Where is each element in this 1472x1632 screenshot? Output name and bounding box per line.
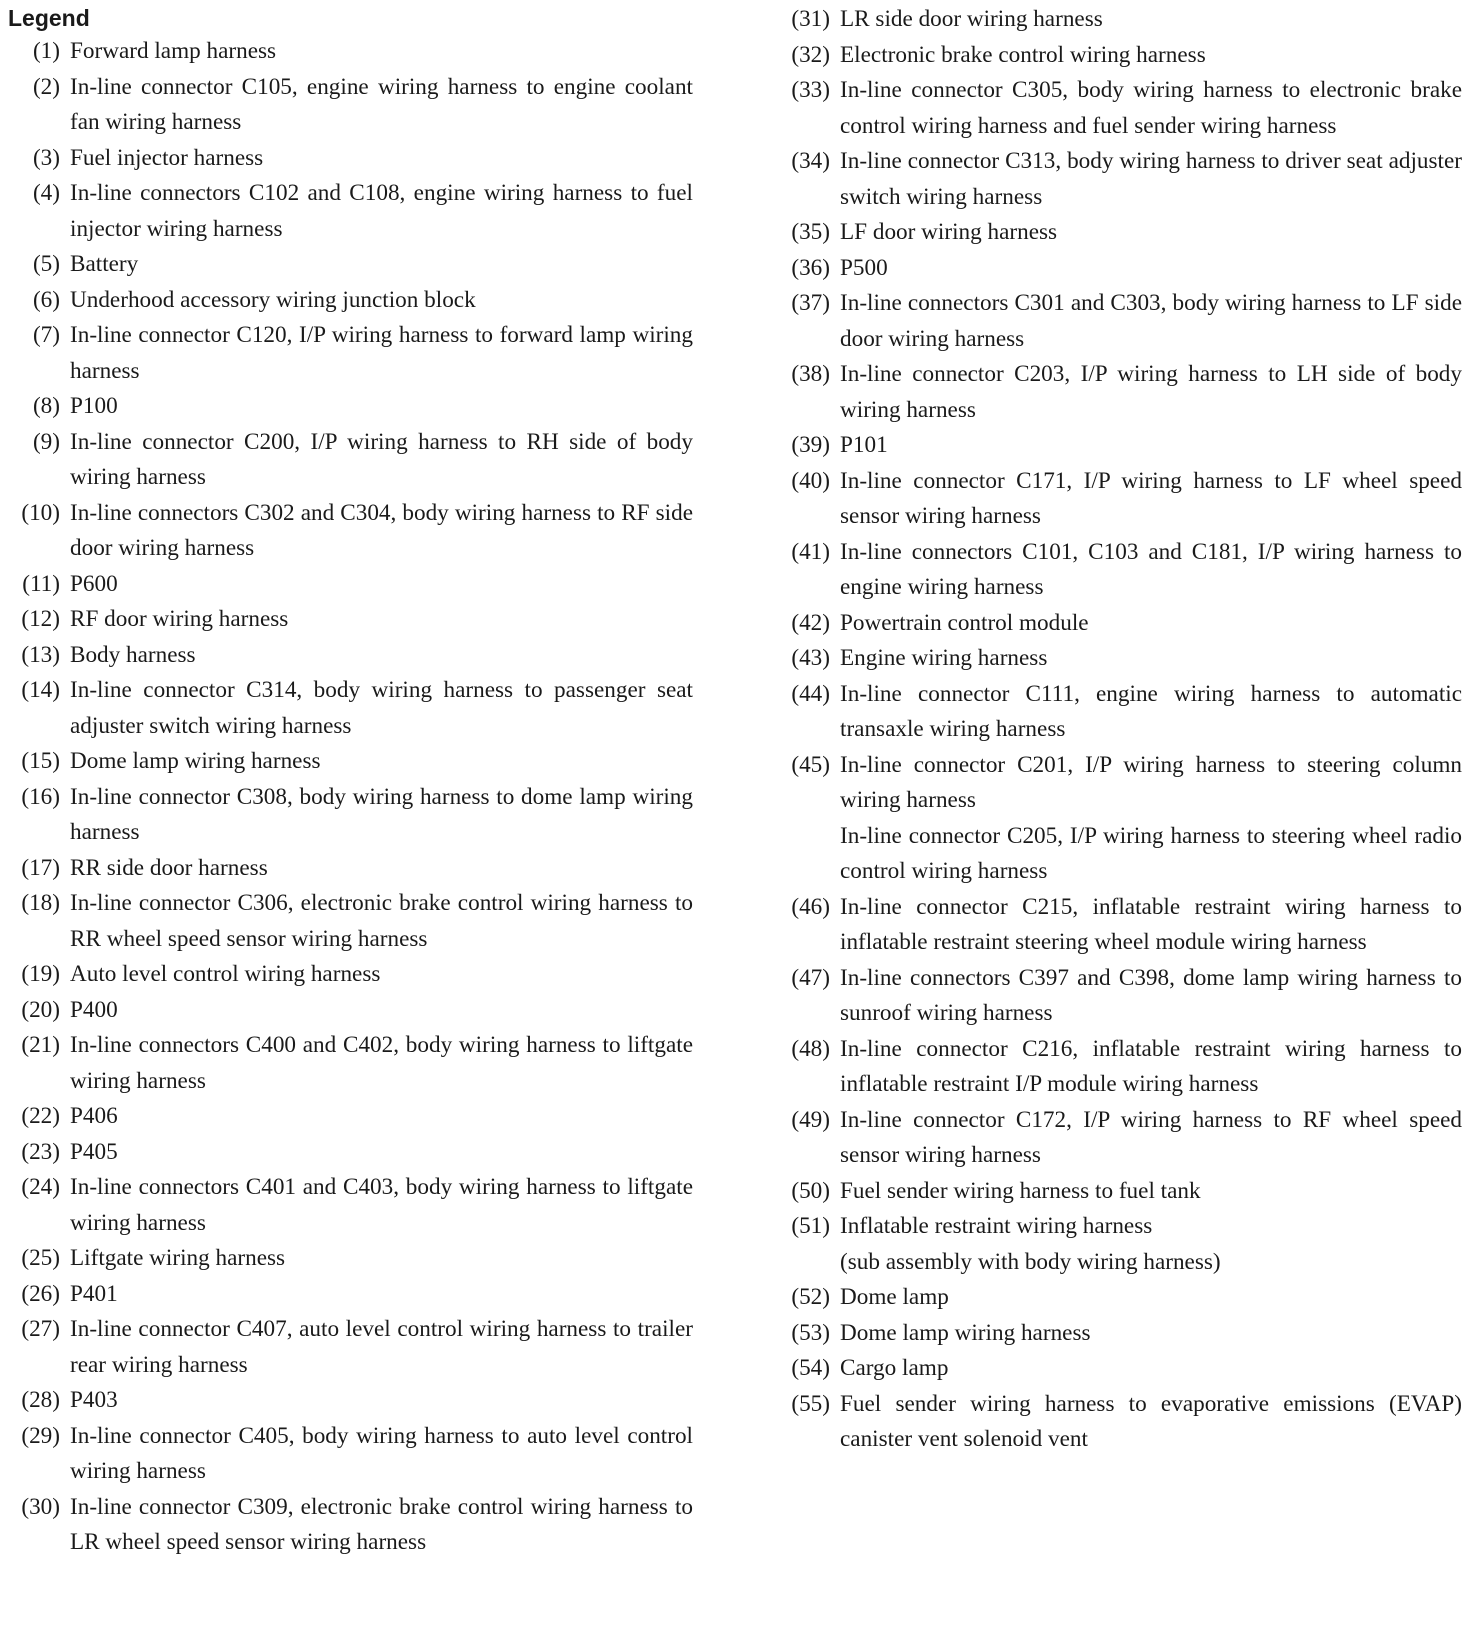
legend-item xyxy=(8,780,693,851)
legend-item-text xyxy=(70,1419,693,1490)
legend-item-description: Electronic brake control wiring harness xyxy=(840,41,1206,68)
legend-item-description: In-line connectors C302 and C304, body wiring harness to RF side door wiring harness xyxy=(70,499,693,561)
legend-item-number: (12) xyxy=(21,606,60,632)
legend-item-text xyxy=(840,73,1462,144)
legend-item-text xyxy=(70,283,693,319)
legend-item-number: (49) xyxy=(791,1106,830,1133)
legend-item-text xyxy=(70,141,693,177)
legend-item xyxy=(8,1241,693,1277)
legend-item-description: In-line connectors C102 and C108, engine wiring harness to fuel injector wiring harness xyxy=(70,180,693,242)
legend-item-description: In-line connector C203, I/P wiring harness to LH side of body wiring harness xyxy=(840,361,1462,423)
legend-item-number: (8) xyxy=(32,393,60,419)
legend-item-description: Underhood accessory wiring junction block xyxy=(70,286,476,313)
legend-item-description: P406 xyxy=(70,1103,118,1129)
legend-item-number: (32) xyxy=(791,41,830,68)
legend-item-text xyxy=(840,286,1462,357)
legend-item-description: In-line connector C171, I/P wiring harness to LF wheel speed sensor wiring harness xyxy=(840,467,1462,529)
legend-item-description: In-line connector C200, I/P wiring harness to RH side of body wiring harness xyxy=(70,428,693,490)
legend-item xyxy=(778,1174,1462,1210)
legend-item xyxy=(778,1209,1462,1280)
legend-item-text xyxy=(840,2,1462,38)
legend-item-number: (7) xyxy=(32,322,60,348)
legend-item-text xyxy=(70,496,693,567)
legend-item-text xyxy=(70,851,693,887)
legend-item xyxy=(778,38,1462,74)
legend-item-number: (52) xyxy=(791,1284,830,1310)
legend-item-text xyxy=(70,602,693,638)
legend-item xyxy=(8,141,693,177)
legend-item-text xyxy=(840,1280,1462,1316)
legend-item xyxy=(778,641,1462,677)
legend-item-text xyxy=(70,1170,693,1241)
legend-item-description: In-line connector C306, electronic brake control wiring harness to RR wheel speed sensor wiring harness xyxy=(70,890,693,952)
legend-item xyxy=(778,535,1462,606)
legend-item xyxy=(778,251,1462,287)
legend-item-description: Fuel injector harness xyxy=(70,144,264,171)
legend-item-text xyxy=(70,1312,693,1383)
legend-item-number: (11) xyxy=(22,570,60,597)
legend-item xyxy=(8,1170,693,1241)
legend-item-description: In-line connector C405, body wiring harness to auto level control wiring harness xyxy=(70,1422,693,1484)
legend-item xyxy=(8,744,693,780)
legend-item xyxy=(778,2,1462,38)
legend-item-description: Inflatable restraint wiring harness xyxy=(840,1213,1153,1239)
legend-item-number: (44) xyxy=(791,680,830,707)
legend-item-text xyxy=(70,425,693,496)
legend-item-description: P600 xyxy=(70,570,118,597)
legend-item-description: P100 xyxy=(70,393,118,419)
legend-item-description: In-line connectors C400 and C402, body wiring harness to liftgate wiring harness xyxy=(70,1032,693,1094)
legend-item-text xyxy=(70,1383,693,1419)
legend-item xyxy=(8,425,693,496)
legend-item-text xyxy=(840,1387,1462,1458)
legend-right-column xyxy=(778,0,1462,1458)
legend-item-text xyxy=(840,961,1462,1032)
legend-item-text xyxy=(840,144,1462,215)
legend-item-description: Dome lamp wiring harness xyxy=(840,1319,1091,1346)
legend-item xyxy=(8,176,693,247)
legend-item xyxy=(778,748,1462,890)
legend-item-text xyxy=(840,464,1462,535)
legend-item xyxy=(8,1312,693,1383)
legend-item xyxy=(8,957,693,993)
legend-item-description: Engine wiring harness xyxy=(840,645,1048,671)
legend-item-number: (23) xyxy=(21,1138,60,1165)
legend-item-number: (13) xyxy=(21,641,60,668)
legend-item-text xyxy=(840,1209,1462,1280)
legend-item-number: (21) xyxy=(21,1032,60,1058)
legend-item xyxy=(8,34,693,70)
legend-item-description: Fuel sender wiring harness to evaporative emissions (EVAP) canister vent solenoid vent xyxy=(840,1390,1462,1452)
legend-item-number: (48) xyxy=(791,1035,830,1062)
legend-item-description: In-line connector C120, I/P wiring harness to forward lamp wiring harness xyxy=(70,322,693,384)
legend-item-description: Auto level control wiring harness xyxy=(70,961,381,987)
legend-item-number: (51) xyxy=(791,1213,830,1239)
legend-item xyxy=(778,961,1462,1032)
legend-item xyxy=(778,286,1462,357)
legend-item xyxy=(778,677,1462,748)
legend-item xyxy=(8,886,693,957)
legend-item-number: (55) xyxy=(791,1390,830,1417)
legend-item xyxy=(8,318,693,389)
legend-title: Legend xyxy=(8,5,90,31)
legend-item-description: P500 xyxy=(840,254,888,281)
legend-item xyxy=(778,606,1462,642)
legend-item-number: (17) xyxy=(21,854,60,881)
legend-item-number: (5) xyxy=(32,251,60,277)
legend-item-number: (34) xyxy=(791,148,830,174)
legend-item-description: Battery xyxy=(70,251,139,277)
legend-item xyxy=(8,673,693,744)
legend-item-description: In-line connector C313, body wiring harness to driver seat adjuster switch wiring harness xyxy=(840,148,1462,210)
legend-item-number: (39) xyxy=(791,432,830,458)
legend-item xyxy=(8,247,693,283)
legend-item xyxy=(8,1490,693,1561)
legend-item xyxy=(778,890,1462,961)
legend-item xyxy=(778,357,1462,428)
legend-item-number: (43) xyxy=(791,645,830,671)
legend-item-number: (28) xyxy=(21,1387,60,1413)
legend-item-text xyxy=(70,638,693,674)
legend-item-text xyxy=(840,1103,1462,1174)
legend-item-description: Dome lamp wiring harness xyxy=(70,748,321,774)
legend-item-text xyxy=(70,744,693,780)
legend-item-text xyxy=(70,1241,693,1277)
legend-left-column xyxy=(8,0,693,1561)
legend-item xyxy=(778,1103,1462,1174)
legend-item xyxy=(8,1383,693,1419)
legend-item-extra: In-line connector C205, I/P wiring harness to steering wheel radio control wiring harness xyxy=(840,822,1462,884)
legend-item-description: In-line connector C314, body wiring harness to passenger seat adjuster switch wiring harness xyxy=(70,677,693,739)
legend-item-description: In-line connector C215, inflatable restraint wiring harness to inflatable restraint steering wheel module wiring harness xyxy=(840,893,1462,955)
legend-item-number: (20) xyxy=(21,996,60,1023)
legend-item-text xyxy=(840,1032,1462,1103)
legend-item-number: (37) xyxy=(791,290,830,316)
legend-item-description: P403 xyxy=(70,1387,118,1413)
legend-item-number: (10) xyxy=(21,499,60,526)
legend-item-number: (18) xyxy=(21,890,60,916)
legend-item xyxy=(8,993,693,1029)
legend-item-description: Fuel sender wiring harness to fuel tank xyxy=(840,1177,1201,1204)
legend-item-number: (29) xyxy=(21,1422,60,1449)
legend-item-description: In-line connector C105, engine wiring harness to engine coolant fan wiring harness xyxy=(70,73,693,135)
legend-item-description: In-line connector C111, engine wiring harness to automatic transaxle wiring harness xyxy=(840,680,1462,742)
legend-item xyxy=(8,70,693,141)
legend-item xyxy=(778,464,1462,535)
legend-item-number: (45) xyxy=(791,751,830,778)
legend-item-number: (22) xyxy=(21,1103,60,1129)
legend-item-number: (15) xyxy=(21,748,60,774)
legend-item-number: (27) xyxy=(21,1316,60,1342)
legend-item-number: (53) xyxy=(791,1319,830,1346)
legend-item-text xyxy=(70,1028,693,1099)
legend-item xyxy=(8,1028,693,1099)
legend-item-number: (2) xyxy=(32,73,60,100)
legend-item-number: (50) xyxy=(791,1177,830,1204)
legend-item-description: LR side door wiring harness xyxy=(840,6,1103,32)
legend-item xyxy=(8,1419,693,1490)
legend-list-right xyxy=(778,2,1462,1458)
legend-item xyxy=(8,851,693,887)
legend-item xyxy=(8,602,693,638)
legend-item-text xyxy=(840,606,1462,642)
legend-item-text xyxy=(840,1174,1462,1210)
legend-item-text xyxy=(70,780,693,851)
legend-item-description: Cargo lamp xyxy=(840,1355,949,1381)
legend-item-description: In-line connectors C401 and C403, body wiring harness to liftgate wiring harness xyxy=(70,1174,693,1236)
legend-item-description: RR side door harness xyxy=(70,854,268,881)
legend-item-text xyxy=(840,1351,1462,1387)
legend-item-text xyxy=(70,1490,693,1561)
legend-item-description: In-line connector C305, body wiring harness to electronic brake control wiring harness and fuel sender wiring harness xyxy=(840,77,1462,139)
legend-item-text xyxy=(70,34,693,70)
legend-item-description: In-line connector C407, auto level control wiring harness to trailer rear wiring harness xyxy=(70,1316,693,1378)
legend-item-description: Powertrain control module xyxy=(840,609,1089,636)
legend-item-description: Liftgate wiring harness xyxy=(70,1245,286,1271)
legend-item-number: (16) xyxy=(21,783,60,810)
legend-item-number: (14) xyxy=(21,677,60,703)
legend-item-number: (46) xyxy=(791,893,830,920)
legend-item-number: (19) xyxy=(21,961,60,987)
legend-item-description: In-line connectors C397 and C398, dome lamp wiring harness to sunroof wiring harness xyxy=(840,964,1462,1026)
legend-item-text xyxy=(840,1316,1462,1352)
legend-item-text xyxy=(840,890,1462,961)
legend-item xyxy=(8,1099,693,1135)
legend-item-description: In-line connectors C101, C103 and C181, I/P wiring harness to engine wiring harness xyxy=(840,538,1462,600)
legend-item xyxy=(8,283,693,319)
legend-item-description: P405 xyxy=(70,1138,118,1165)
legend-item-text xyxy=(840,641,1462,677)
legend-item-number: (9) xyxy=(32,428,60,455)
legend-item-text xyxy=(840,748,1462,890)
legend-item-text xyxy=(70,886,693,957)
legend-item-number: (24) xyxy=(21,1174,60,1200)
legend-item-text xyxy=(70,993,693,1029)
legend-item-text xyxy=(70,1135,693,1171)
legend-item-text xyxy=(70,567,693,603)
legend-item-number: (40) xyxy=(791,467,830,494)
legend-item-description: In-line connector C309, electronic brake control wiring harness to LR wheel speed sensor wiring harness xyxy=(70,1493,693,1555)
legend-item xyxy=(778,1280,1462,1316)
legend-item-description: P400 xyxy=(70,996,118,1023)
legend-item xyxy=(8,1135,693,1171)
legend-item-description: In-line connector C172, I/P wiring harness to RF wheel speed sensor wiring harness xyxy=(840,1106,1462,1168)
legend-item-text xyxy=(70,176,693,247)
legend-item-number: (54) xyxy=(791,1355,830,1381)
legend-item-number: (30) xyxy=(21,1493,60,1520)
legend-item-text xyxy=(840,215,1462,251)
legend-item-number: (25) xyxy=(21,1245,60,1271)
legend-item-description: P401 xyxy=(70,1280,118,1307)
legend-list-left xyxy=(8,34,693,1561)
legend-item xyxy=(8,1277,693,1313)
legend-item-description: In-line connector C216, inflatable restraint wiring harness to inflatable restraint I/P module wiring harness xyxy=(840,1035,1462,1097)
legend-item-text xyxy=(840,677,1462,748)
legend-item xyxy=(8,389,693,425)
legend-item-description: In-line connector C308, body wiring harness to dome lamp wiring harness xyxy=(70,783,693,845)
legend-item-text xyxy=(70,318,693,389)
legend-item-number: (3) xyxy=(32,144,60,171)
legend-item xyxy=(778,1351,1462,1387)
legend-item-description: In-line connectors C301 and C303, body wiring harness to LF side door wiring harness xyxy=(840,290,1462,352)
legend-item-extra: (sub assembly with body wiring harness) xyxy=(840,1248,1221,1275)
legend-item-description: Dome lamp xyxy=(840,1284,949,1310)
legend-item xyxy=(778,1032,1462,1103)
legend-item-number: (26) xyxy=(21,1280,60,1307)
legend-item-text xyxy=(70,247,693,283)
legend-item-description: In-line connector C201, I/P wiring harness to steering column wiring harness xyxy=(840,751,1462,813)
legend-item-text xyxy=(70,673,693,744)
legend-item-number: (31) xyxy=(791,6,830,32)
legend-item-number: (6) xyxy=(32,286,60,313)
legend-item xyxy=(778,144,1462,215)
legend-item-number: (4) xyxy=(32,180,60,206)
legend-item xyxy=(8,496,693,567)
legend-item xyxy=(8,567,693,603)
legend-item-text xyxy=(70,70,693,141)
legend-item xyxy=(778,73,1462,144)
legend-item xyxy=(8,638,693,674)
legend-item-text xyxy=(840,428,1462,464)
legend-item-text xyxy=(70,1277,693,1313)
legend-item-number: (42) xyxy=(791,609,830,636)
legend-item-text xyxy=(70,389,693,425)
legend-item-text xyxy=(840,535,1462,606)
legend-item xyxy=(778,1387,1462,1458)
legend-item-number: (36) xyxy=(791,254,830,281)
legend-item xyxy=(778,215,1462,251)
legend-item-number: (41) xyxy=(791,538,830,565)
legend-item-text xyxy=(70,957,693,993)
legend-item-text xyxy=(840,251,1462,287)
legend-item-description: RF door wiring harness xyxy=(70,606,289,632)
legend-item xyxy=(778,1316,1462,1352)
legend-item-number: (38) xyxy=(791,361,830,387)
legend-item-number: (1) xyxy=(32,38,60,64)
legend-item-number: (35) xyxy=(791,219,830,245)
legend-item-number: (33) xyxy=(791,77,830,103)
legend-item-number: (47) xyxy=(791,964,830,991)
legend-item-text xyxy=(70,1099,693,1135)
legend-item xyxy=(778,428,1462,464)
legend-item-description: P101 xyxy=(840,432,888,458)
legend-item-description: Body harness xyxy=(70,641,196,668)
legend-item-description: Forward lamp harness xyxy=(70,38,277,64)
legend-item-text xyxy=(840,357,1462,428)
legend-item-description: LF door wiring harness xyxy=(840,219,1058,245)
legend-item-text xyxy=(840,38,1462,74)
